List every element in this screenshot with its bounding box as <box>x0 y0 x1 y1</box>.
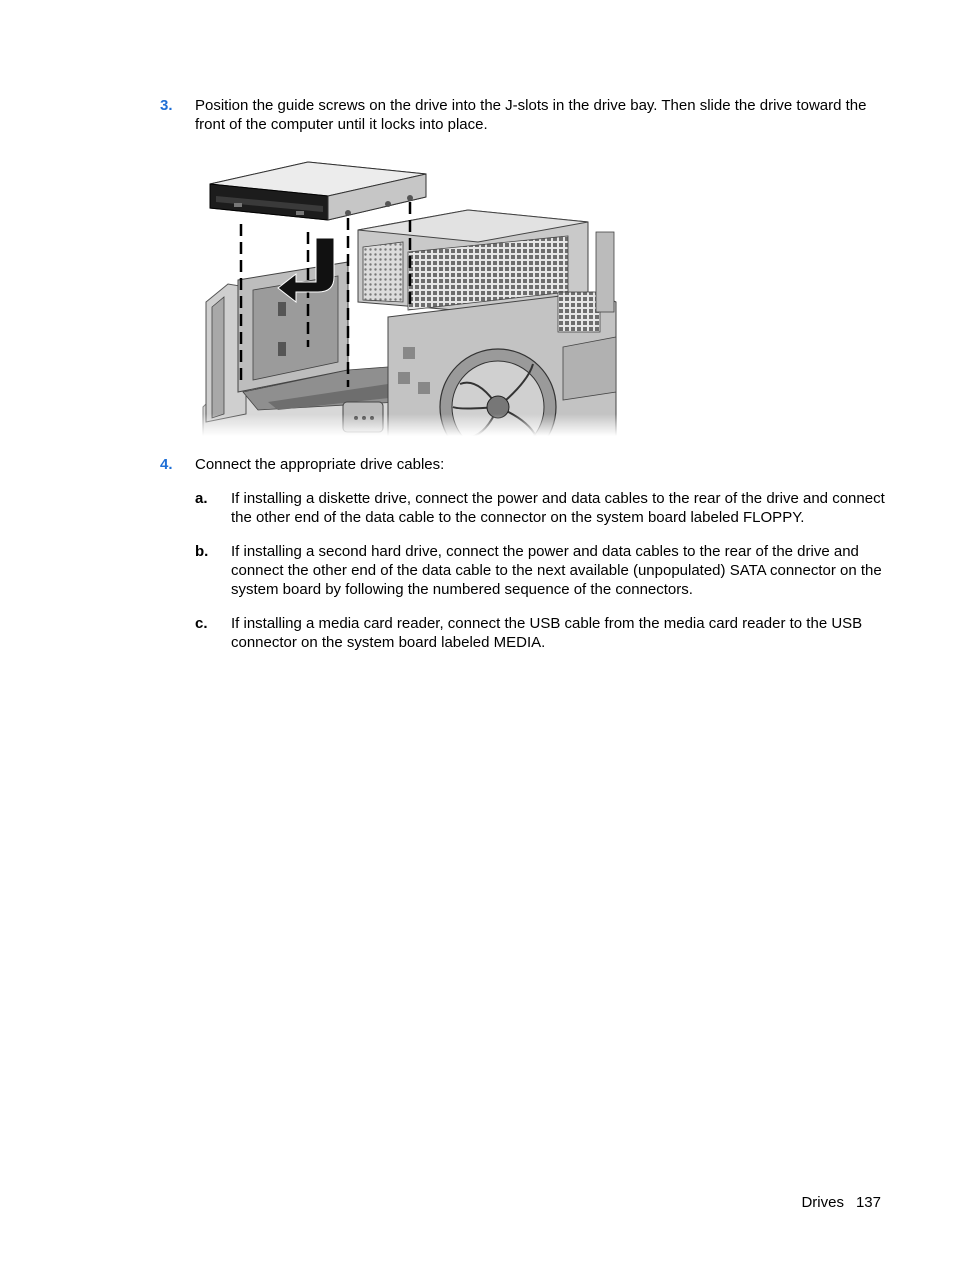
step-text: Connect the appropriate drive cables: <box>195 456 445 473</box>
page-footer <box>801 1193 881 1212</box>
substep-text: If installing a second hard drive, connect the power and data cables to the rear of the drive and connect the other end of the data cable to the next available (unpopulated) SATA connector on the system board by following the numbered sequence of the connectors. <box>231 543 882 598</box>
step-text: Position the guide screws on the drive into the J-slots in the drive bay. Then slide the drive toward the front of the computer until it locks into place. <box>195 97 867 133</box>
substep-text: If installing a diskette drive, connect the power and data cables to the rear of the drive and connect the other end of the data cable to the connector on the system board labeled FLOPPY. <box>231 490 885 526</box>
substep-text: If installing a media card reader, connect the USB cable from the media card reader to the USB connector on the system board labeled MEDIA. <box>231 615 863 651</box>
substep-letter: c. <box>195 615 208 632</box>
step-number: 4. <box>160 456 173 473</box>
substep-letter: b. <box>195 543 209 560</box>
substep-letter: a. <box>195 490 208 507</box>
footer-section: Drives <box>801 1194 844 1211</box>
page-number: 137 <box>855 1194 881 1211</box>
step-number: 3. <box>160 97 173 114</box>
drive-installation-illustration <box>198 152 618 436</box>
